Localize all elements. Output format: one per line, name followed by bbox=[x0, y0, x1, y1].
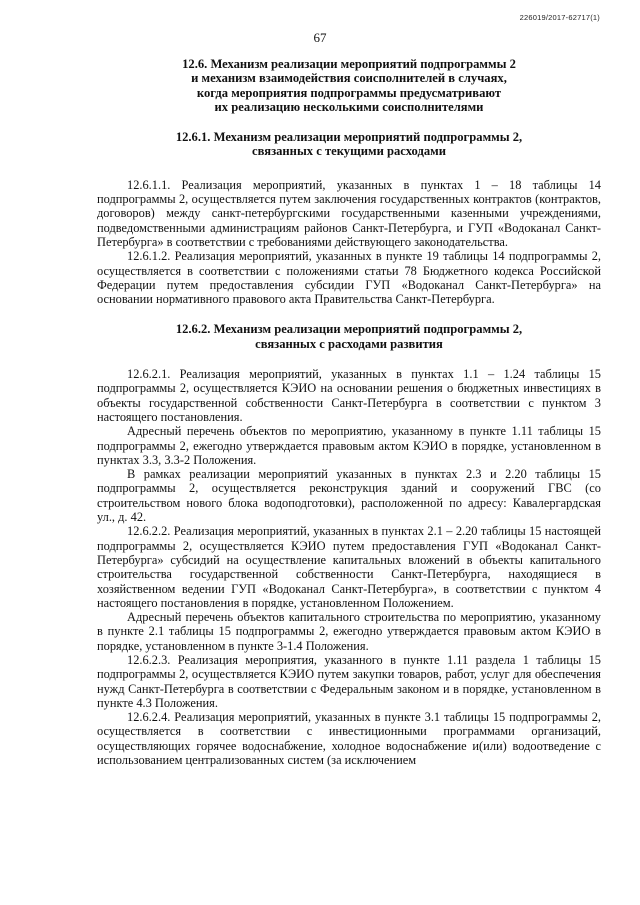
paragraph-12-6-1-1: 12.6.1.1. Реализация мероприятий, указанных в пунктах 1 – 18 таблицы 14 подпрограммы 2, осуществляется путем заключения государственных контрактов (контрактов, договоров) между санкт-петербургскими государственными казенными учреждениями, подведомственными администрациям районов Санкт-Петербурга, и ГУП «Водоканал Санкт-Петербурга» в соответствии с требованиями действующего законодательства. bbox=[97, 177, 601, 249]
paragraph-12-6-2-1: 12.6.2.1. Реализация мероприятий, указанных в пунктах 1.1 – 1.24 таблицы 15 подпрограммы 2, осуществляется КЭИО на основании решения о бюджетных инвестициях в объекты государственной собственности Санкт-Петербурга в соответствии с пунктом 3 настоящего постановления. bbox=[97, 367, 601, 424]
section-heading-line: когда мероприятия подпрограммы предусматривают bbox=[196, 85, 502, 100]
section-heading-line: 12.6. Механизм реализации мероприятий подпрограммы 2 bbox=[182, 57, 516, 71]
section-heading bbox=[97, 57, 601, 114]
paragraph-12-6-2-4: 12.6.2.4. Реализация мероприятий, указанных в пункте 3.1 таблицы 15 подпрограммы 2, осуществляется в соответствии с инвестиционными программами организаций, осуществляющих горячее водоснабжение, холодное водоснабжение и(или) водоотведение с использованием централизованных систем (за исключением bbox=[97, 710, 601, 768]
paragraph-12-6-2-2: 12.6.2.2. Реализация мероприятий, указанных в пунктах 2.1 – 2.20 таблицы 15 настоящей подпрограммы 2, осуществляется КЭИО путем предоставления ГУП «Водоканал Санкт-Петербурга» субсидий на осуществление капитальных вложений в объекты капитального строительства государственной собственности Санкт-Петербурга, находящиеся в хозяйственном ведении ГУП «Водоканал Санкт-Петербурга», в соответствии с пунктом 4 настоящего постановления в порядке, установленном Положением. bbox=[97, 524, 601, 610]
section-heading-line: их реализацию несколькими соисполнителями bbox=[214, 99, 484, 114]
paragraph-address-list-2-1: Адресный перечень объектов капитального строительства по мероприятию, указанному в пункте 2.1 таблицы 15 подпрограммы 2, ежегодно утверждается правовым актом КЭИО в порядке, установленном в пункте 3-1.4 Положения. bbox=[97, 610, 601, 653]
page-number: 67 bbox=[313, 30, 327, 45]
paragraph-reconstruction-gvs: В рамках реализации мероприятий указанных в пунктах 2.3 и 2.20 таблицы 15 подпрограммы 2, осуществляется реконструкция зданий и сооружений ГВС (со строительством нового блока водоподготовки), расположенной по адресу: Кавалергардская ул., д. 42. bbox=[97, 467, 601, 525]
paragraph-12-6-2-3: 12.6.2.3. Реализация мероприятия, указанного в пункте 1.11 раздела 1 таблицы 15 подпрограммы 2, осуществляется КЭИО путем закупки товаров, работ, услуг для обеспечения нужд Санкт-Петербурга в соответствии с Федеральным законом и в порядке, установленном в пункте 4.3 Положения. bbox=[97, 652, 601, 710]
subsection-heading-line: 12.6.2. Механизм реализации мероприятий подпрограммы 2, bbox=[175, 322, 523, 337]
section-heading-line: и механизм взаимодействия соисполнителей в случаях, bbox=[191, 71, 507, 86]
subsection-heading-2 bbox=[97, 322, 601, 351]
subsection-heading-line: связанных с текущими расходами bbox=[252, 144, 446, 159]
page-content bbox=[97, 57, 601, 767]
subsection-heading-line: связанных с расходами развития bbox=[255, 336, 443, 351]
paragraph-address-list-1-11: Адресный перечень объектов по мероприятию, указанному в пункте 1.11 таблицы 15 подпрограммы 2, ежегодно утверждается правовым актом КЭИО в порядке, установленном в пунктах 3.3, 3.3-2 Положения. bbox=[97, 424, 601, 467]
subsection-heading-line: 12.6.1. Механизм реализации мероприятий подпрограммы 2, bbox=[175, 130, 523, 145]
subsection-heading-1 bbox=[97, 130, 601, 159]
document-id: 226019/2017-62717(1) bbox=[519, 13, 600, 22]
paragraph-12-6-1-2: 12.6.1.2. Реализация мероприятий, указанных в пункте 19 таблицы 14 подпрограммы 2, осуществляется в соответствии с положениями статьи 78 Бюджетного кодекса Российской Федерации путем предоставления субсидии ГУП «Водоканал Санкт-Петербурга» на основании нормативного правового акта Правительства Санкт-Петербурга. bbox=[97, 249, 601, 307]
